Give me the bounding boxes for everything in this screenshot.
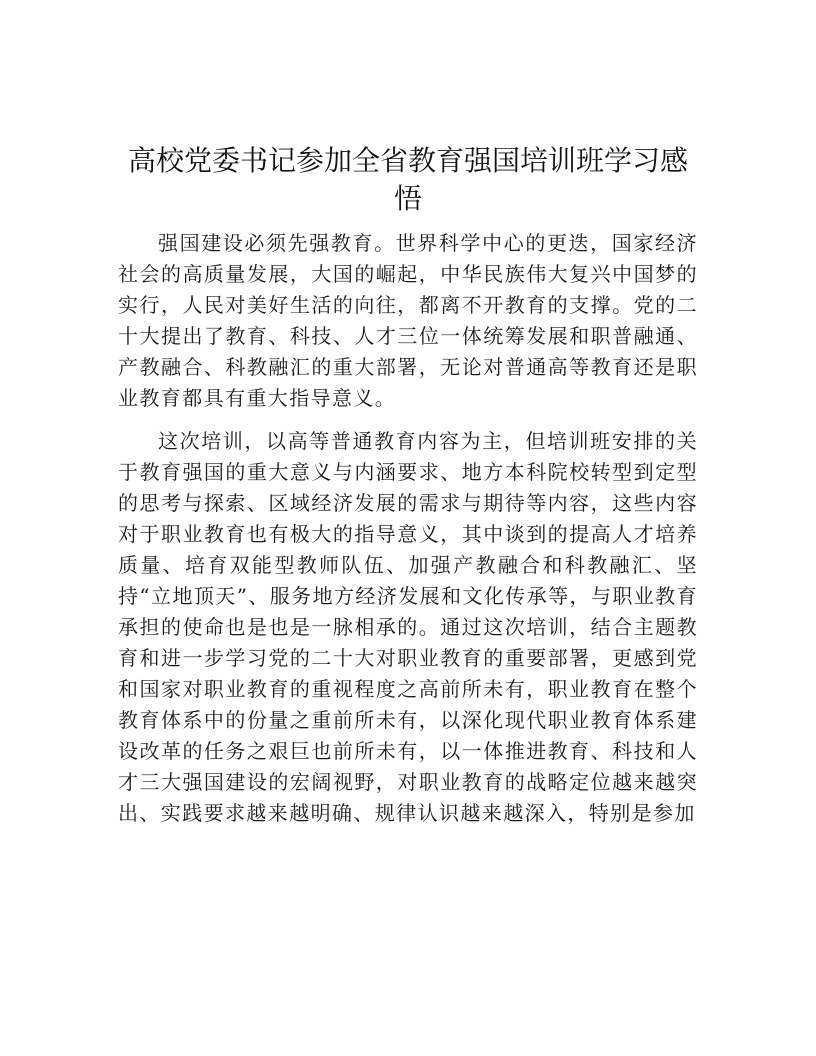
document-body — [118, 228, 698, 841]
paragraph-2: 这次培训，以高等普通教育内容为主，但培训班安排的关于教育强国的重大意义与内涵要求、地方本科院校转型到定型的思考与探索、区域经济发展的需求与期待等内容，这些内容对于职业教育也有极大的指导意义，其中谈到的提高人才培养质量、培育双能型教师队伍、加强产教融合和科教融汇、坚持“立地顶天”、服务地方经济发展和文化传承等，与职业教育承担的使命也是也是一脉相承的。通过这次培训，结合主题教育和进一步学习党的二十大对职业教育的重要部署，更感到党和国家对职业教育的重视程度之高前所未有，职业教育在整个教育体系中的份量之重前所未有，以深化现代职业教育体系建设改革的任务之艰巨也前所未有，以一体推进教育、科技和人才三大强国建设的宏阔视野，对职业教育的战略定位越来越突出、实践要求越来越明确、规律认识越来越深入，特别是参加 — [118, 429, 698, 825]
paragraph-1: 强国建设必须先强教育。世界科学中心的更迭，国家经济社会的高质量发展，大国的崛起，中华民族伟大复兴中国梦的实行，人民对美好生活的向往，都离不开教育的支撑。党的二十大提出了教育、科技、人才三位一体统筹发展和职普融通、产教融合、科教融汇的重大部署，无论对普通高等教育还是职业教育都具有重大指导意义。 — [118, 231, 698, 410]
document-title: 高校党委书记参加全省教育强国培训班学习感悟 — [127, 144, 688, 215]
